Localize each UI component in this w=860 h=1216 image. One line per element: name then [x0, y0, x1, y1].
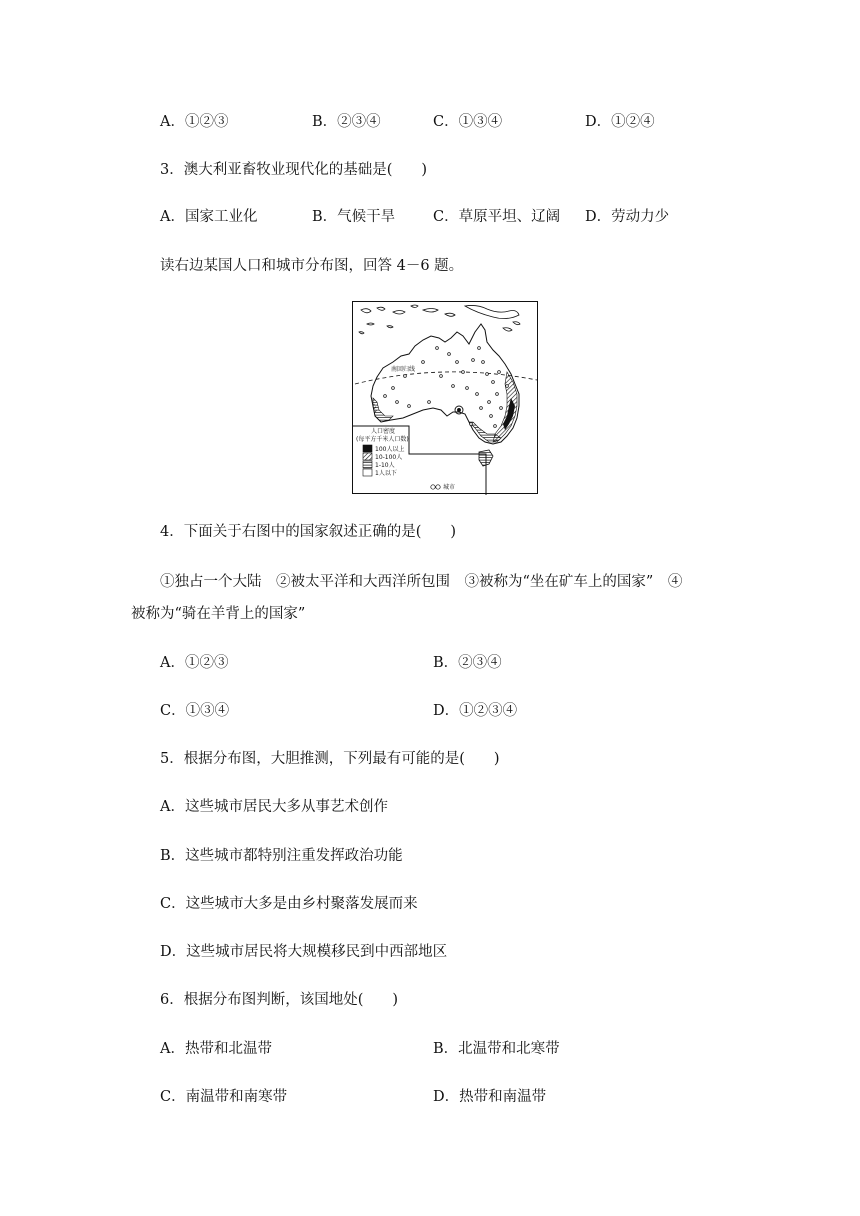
- q3-option-d: D．劳动力少: [585, 209, 670, 225]
- q3-stem: 3．澳大利亚畜牧业现代化的基础是( ): [160, 162, 428, 178]
- population-city-map: [352, 301, 538, 494]
- q5-option-b: B．这些城市都特别注重发挥政治功能: [160, 848, 403, 864]
- legend-item-low: 1-10人: [375, 462, 395, 469]
- map-drawing: [353, 302, 539, 495]
- q3-option-c: C．草原平坦、辽阔: [433, 209, 561, 225]
- legend-swatch-sparse: [363, 469, 372, 476]
- reading-intro: 读右边某国人口和城市分布图，回答 4－6 题。: [160, 258, 464, 274]
- q5-stem: 5．根据分布图，大胆推测，下列最有可能的是( ): [160, 751, 500, 767]
- q4-option-a: A．①②③: [160, 655, 229, 671]
- q4-body-line2: 被称为“骑在羊背上的国家”: [131, 606, 306, 622]
- legend: [353, 426, 486, 495]
- q6-stem: 6．根据分布图判断，该国地处( ): [160, 992, 399, 1008]
- legend-item-sparse: 1人以下: [375, 470, 397, 477]
- q6-option-d: D．热带和南温带: [433, 1089, 547, 1105]
- legend-title: 人口密度: [371, 428, 396, 435]
- q6-option-c: C．南温带和南寒带: [160, 1089, 288, 1105]
- q5-option-d: D．这些城市居民将大规模移民到中西部地区: [160, 944, 448, 960]
- q4-body-line1: ①独占一个大陆 ②被太平洋和大西洋所包围 ③被称为“坐在矿车上的国家” ④: [160, 574, 683, 590]
- q6-option-b: B．北温带和北寒带: [433, 1041, 560, 1057]
- legend-swatch-mid: [363, 453, 372, 460]
- q4-option-b: B．②③④: [433, 655, 502, 671]
- q4-option-c: C．①③④: [160, 703, 230, 719]
- q2-option-a: A．①②③: [160, 114, 229, 130]
- legend-city-label: 城市: [443, 484, 456, 491]
- q2-option-c: C．①③④: [433, 114, 503, 130]
- legend-swatch-high: [363, 445, 372, 452]
- tropic-label: 南回归线: [391, 366, 416, 373]
- legend-swatch-low: [363, 461, 372, 468]
- q4-stem: 4．下面关于右图中的国家叙述正确的是( ): [160, 524, 457, 540]
- legend-item-mid: 10-100人: [375, 454, 403, 461]
- q3-option-b: B．气候干旱: [312, 209, 396, 225]
- q6-option-a: A．热带和北温带: [160, 1041, 272, 1057]
- legend-item-high: 100人以上: [375, 446, 405, 453]
- q5-option-c: C．这些城市大多是由乡村聚落发展而来: [160, 896, 418, 912]
- legend-city-icon: [431, 485, 435, 489]
- q3-option-a: A．国家工业化: [160, 209, 258, 225]
- q2-option-b: B．②③④: [312, 114, 381, 130]
- q4-option-d: D．①②③④: [433, 703, 518, 719]
- q2-option-d: D．①②④: [585, 114, 655, 130]
- q5-option-a: A．这些城市居民大多从事艺术创作: [160, 799, 388, 815]
- legend-unit: (每平方千米人口数): [356, 436, 409, 443]
- northern-islands: [359, 305, 520, 334]
